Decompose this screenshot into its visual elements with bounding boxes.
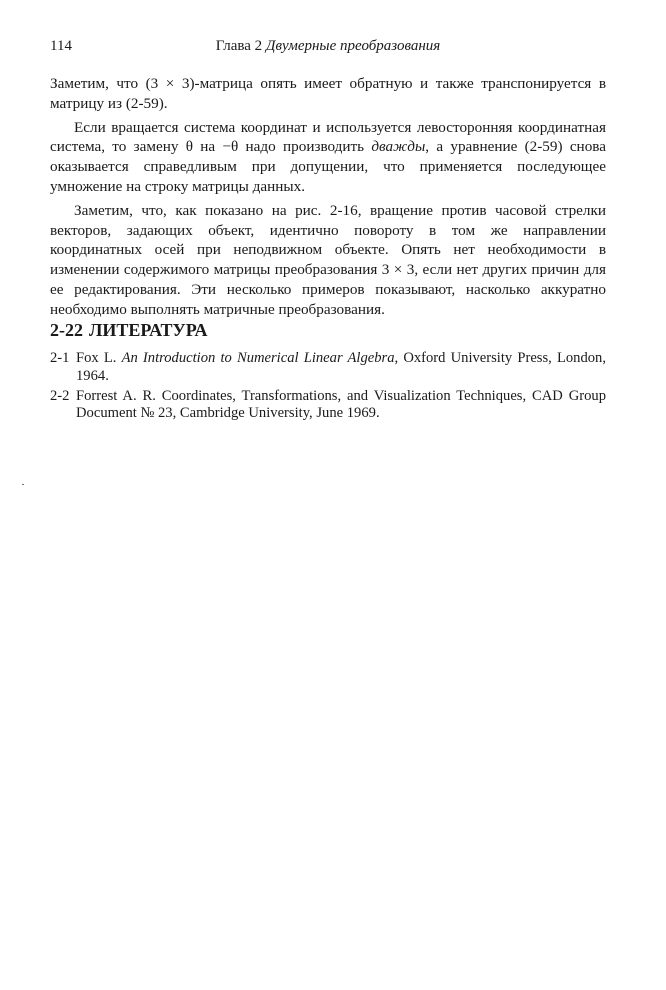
section-heading xyxy=(50,318,606,342)
reference-item xyxy=(50,350,606,386)
page-number: 114 xyxy=(50,38,72,54)
reference-title: An Introduction to Numerical Linear Algebra xyxy=(121,350,395,366)
reference-details: Coordinates, Transformations, and Visualization Techniques, CAD Group Document № 23, Cambridge University, June 1969. xyxy=(76,387,606,422)
paragraph-1: Заметим, что (3 × 3)-матрица опять имеет обратную и также транспонируется в матрицу из (2-59). xyxy=(50,75,606,112)
chapter-label: Глава 2 xyxy=(215,38,263,54)
references-section xyxy=(50,318,606,425)
section-title: ЛИТЕРАТУРА xyxy=(89,320,208,340)
body-text xyxy=(50,74,606,320)
reference-number: 2-2 xyxy=(50,387,70,404)
paragraph-2-part-a: Если вращается система координат и используется левосторонняя координатная система, то замену θ на −θ надо производить xyxy=(50,118,606,156)
reference-item xyxy=(50,388,606,424)
reference-author: Forrest A. R. xyxy=(76,387,162,404)
section-number: 2-22 xyxy=(50,320,83,340)
paragraph-3: Заметим, что, как показано на рис. 2-16, вращение против часовой стрелки векторов, задающих объект, идентично повороту в том же направлении координатных осей при неподвижном объекте. Опять нет необходимости в изменении содержимого матрицы преобразования 3 × 3, если нет других причин для ее редактирования. Эти несколько примеров показывают, насколько аккуратно необходимо выполнять матричные преобразования. xyxy=(50,201,606,318)
paragraph-2-part-b: , а уравнение (2-59) снова оказывается справедливым при допущении, что применяется последующее умножение на строку матрицы данных. xyxy=(50,138,606,195)
paragraph-2-emphasis: дважды xyxy=(371,138,426,156)
chapter-title: Двумерные преобразования xyxy=(265,38,441,54)
reference-list xyxy=(50,350,606,423)
scan-speck xyxy=(22,484,24,485)
reference-author: Fox L. xyxy=(76,350,122,366)
reference-number: 2-1 xyxy=(50,350,70,366)
reference-details: , Oxford University Press, London, 1964. xyxy=(76,350,607,384)
paragraph-2 xyxy=(50,118,606,197)
chapter-heading xyxy=(50,36,606,56)
